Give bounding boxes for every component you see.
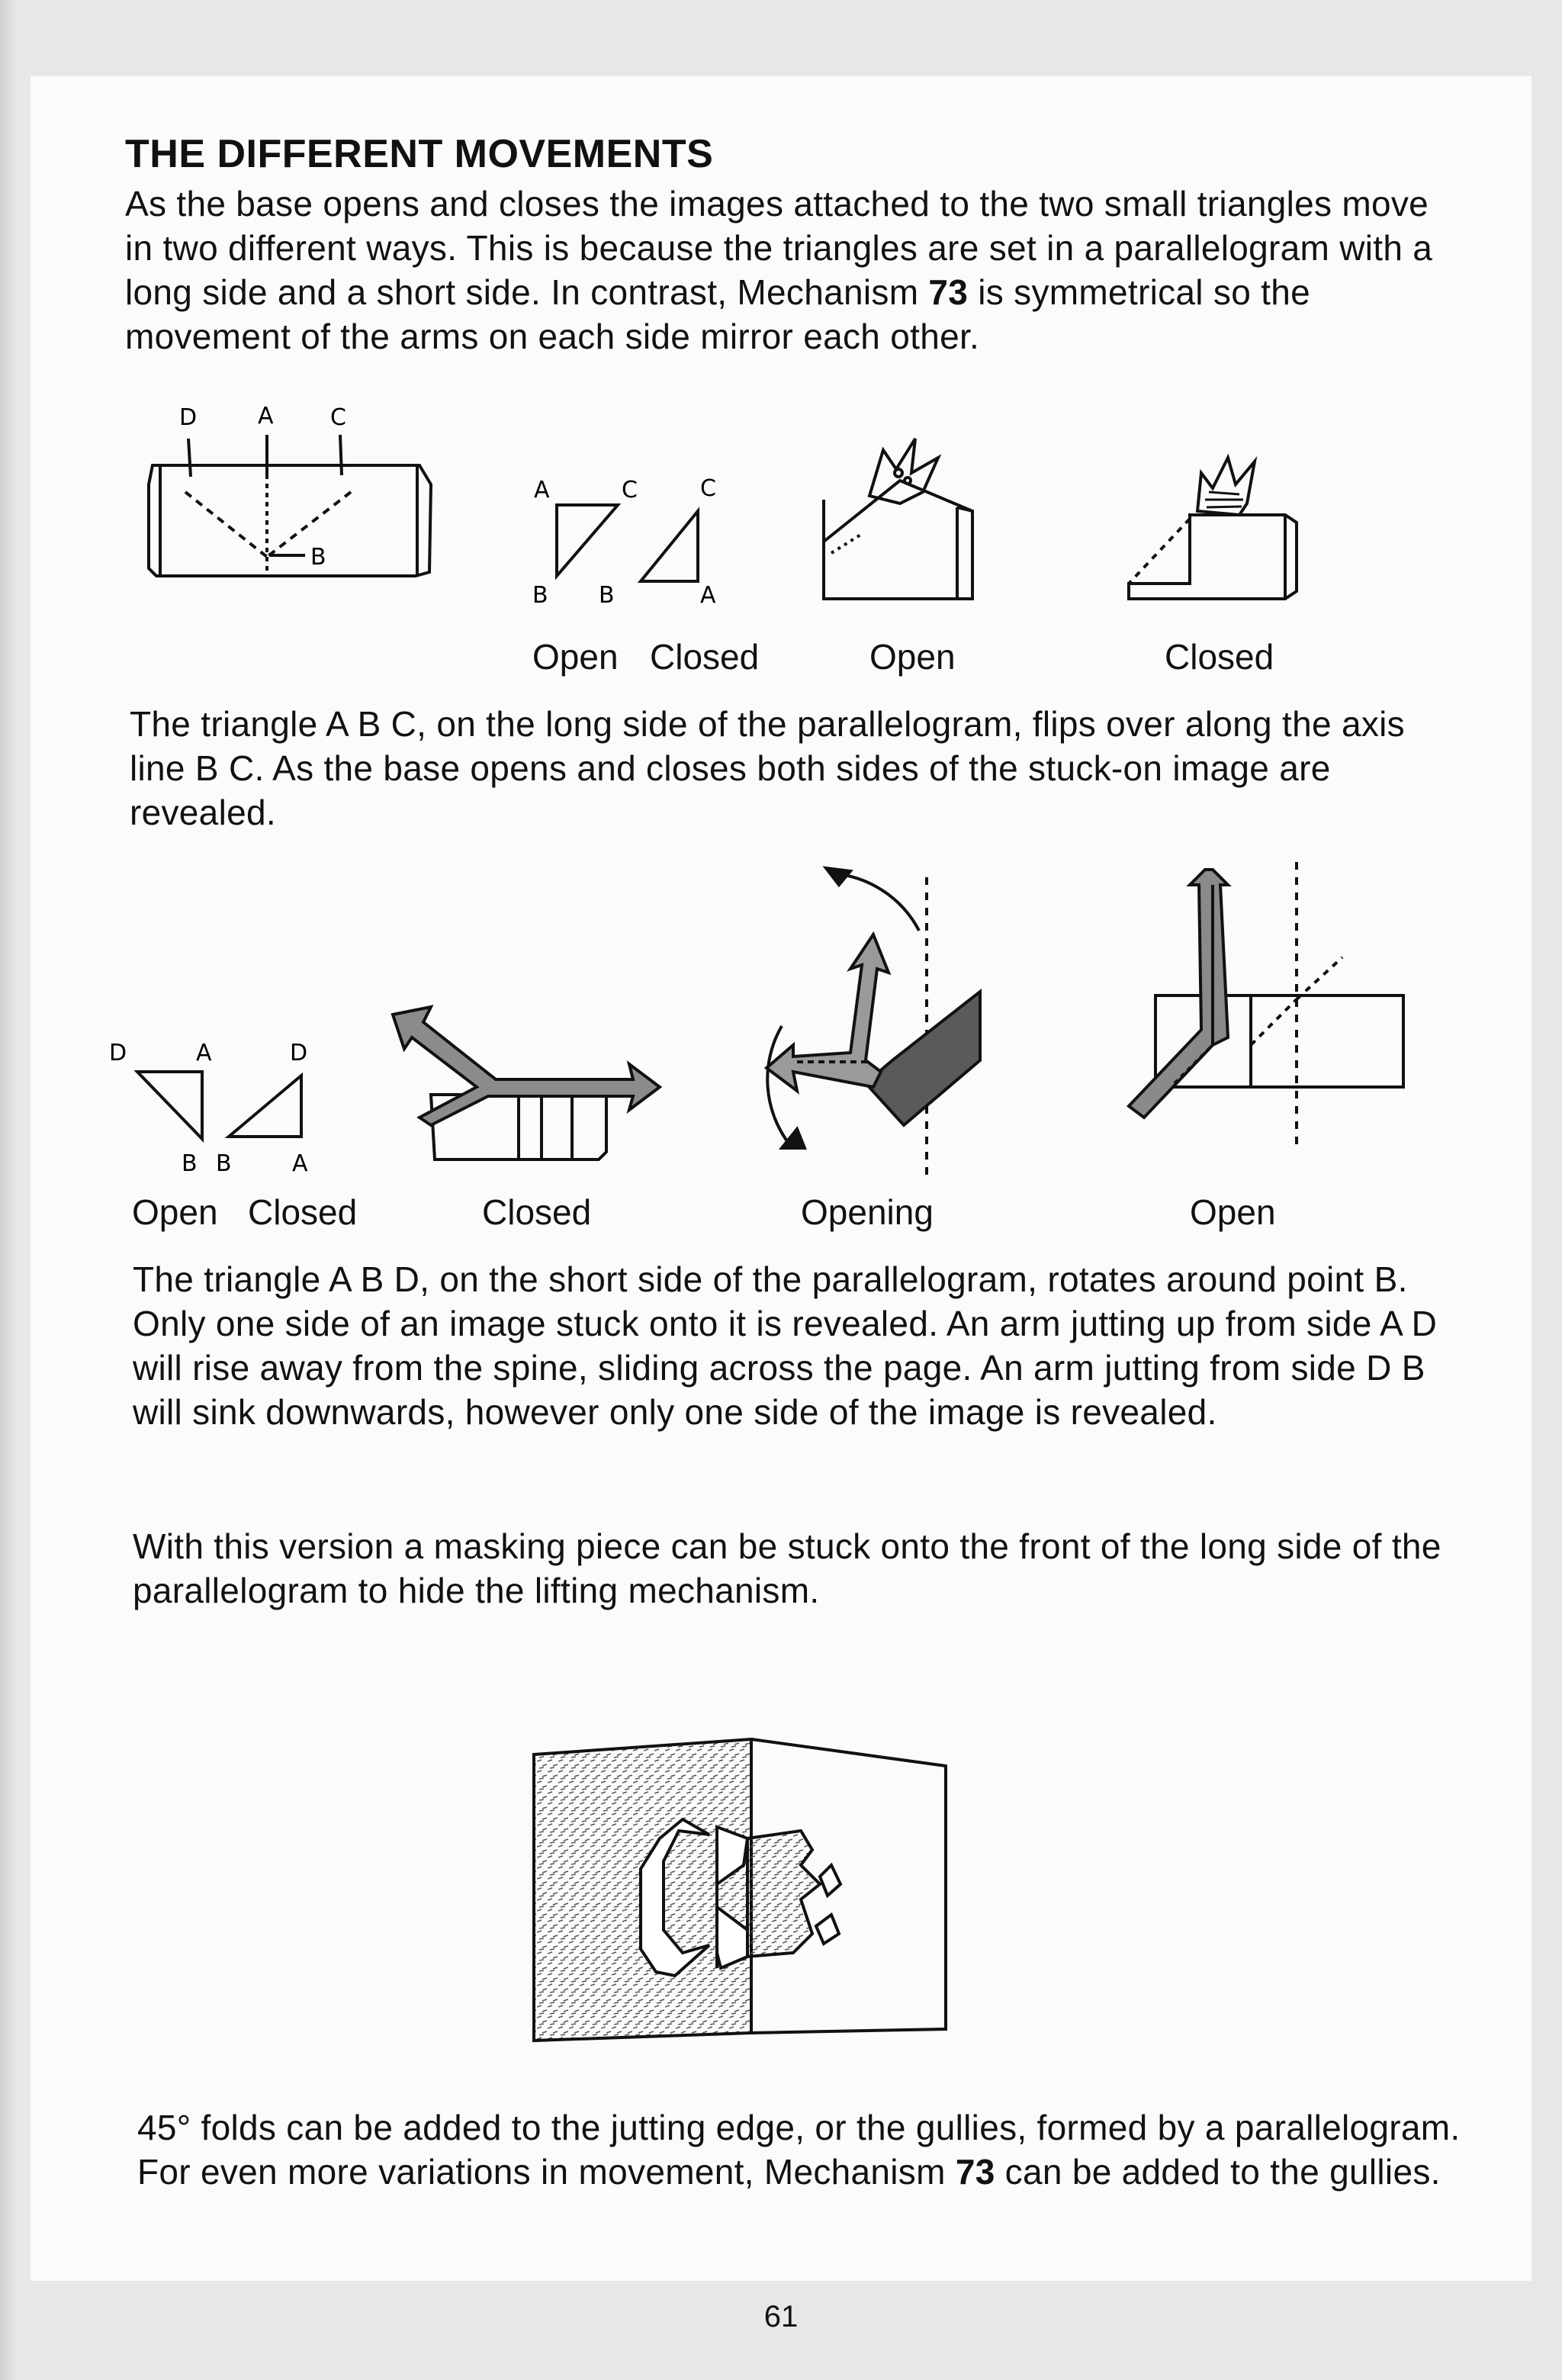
paragraph-45-degree-folds: 45° folds can be added to the jutting edge, or the gullies, formed by a parallelogram. For even more variations in movement, Mechanism 73 can be added to the gullies. bbox=[137, 2108, 1461, 2192]
caption-open: Open bbox=[1190, 1192, 1276, 1232]
point-label: A bbox=[258, 403, 274, 429]
caption-closed: Closed bbox=[1165, 637, 1274, 677]
point-label: B bbox=[310, 544, 326, 571]
point-label: B bbox=[599, 582, 615, 609]
point-label: B bbox=[532, 582, 548, 609]
parallelogram-abc-diagram bbox=[133, 393, 454, 595]
triangle-abc-open-closed bbox=[526, 465, 740, 622]
triangle-abd-open-closed bbox=[103, 1026, 332, 1190]
cat-card-closed-illustration bbox=[1114, 427, 1312, 614]
intro-paragraph: As the base opens and closes the images attached to the two small triangles move in two different ways. This is because the triangles are set in a parallelogram with a long side and a short side. In contrast, Mechanism 73 is symmetrical so the movement of the arms on each side mirror each other. bbox=[125, 184, 1433, 356]
masked-card-illustration bbox=[526, 1724, 953, 2048]
caption-open: Open bbox=[869, 637, 956, 677]
scan-edge bbox=[0, 0, 17, 2380]
cat-card-open-illustration bbox=[816, 427, 984, 614]
caption-closed: Closed bbox=[248, 1192, 358, 1232]
point-label: A bbox=[196, 1040, 212, 1066]
point-label: A bbox=[534, 477, 550, 503]
arrow-card-opening-illustration bbox=[736, 862, 995, 1194]
mechanism-ref: 73 bbox=[928, 272, 969, 312]
caption-open: Open bbox=[132, 1192, 218, 1232]
arrow-card-open-illustration bbox=[1114, 854, 1411, 1163]
section-heading: THE DIFFERENT MOVEMENTS bbox=[125, 132, 714, 176]
caption-closed: Closed bbox=[650, 637, 760, 677]
point-label: D bbox=[290, 1040, 308, 1066]
arrow-card-closed-illustration bbox=[385, 995, 675, 1175]
point-label: B bbox=[216, 1150, 232, 1177]
caption-open: Open bbox=[532, 637, 619, 677]
point-label: A bbox=[292, 1150, 308, 1177]
point-label: B bbox=[182, 1150, 198, 1177]
point-label: A bbox=[700, 582, 716, 609]
caption-closed: Closed bbox=[482, 1192, 592, 1232]
mechanism-ref: 73 bbox=[955, 2152, 995, 2192]
paragraph-masking-piece: With this version a masking piece can be stuck onto the front of the long side of the parallelogram to hide the lifting mechanism. bbox=[133, 1526, 1441, 1610]
point-label: C bbox=[700, 475, 716, 502]
paragraph-triangle-abc: The triangle A B C, on the long side of the parallelogram, flips over along the axis line B C. As the base opens and closes both sides of the stuck-on image are revealed. bbox=[130, 704, 1405, 832]
paragraph-triangle-abd: The triangle A B D, on the short side of the parallelogram, rotates around point B. Only one side of an image stuck onto it is revealed. An arm jutting up from side A D will rise away from the spine, sliding across the page. An arm jutting from side D B will sink downwards, however only one side of the image is revealed. bbox=[133, 1259, 1438, 1432]
point-label: C bbox=[330, 404, 346, 431]
point-label: D bbox=[179, 404, 198, 431]
point-label: D bbox=[109, 1040, 127, 1066]
page-number: 61 bbox=[763, 2300, 799, 2333]
point-label: C bbox=[622, 477, 638, 503]
caption-opening: Opening bbox=[801, 1192, 934, 1232]
